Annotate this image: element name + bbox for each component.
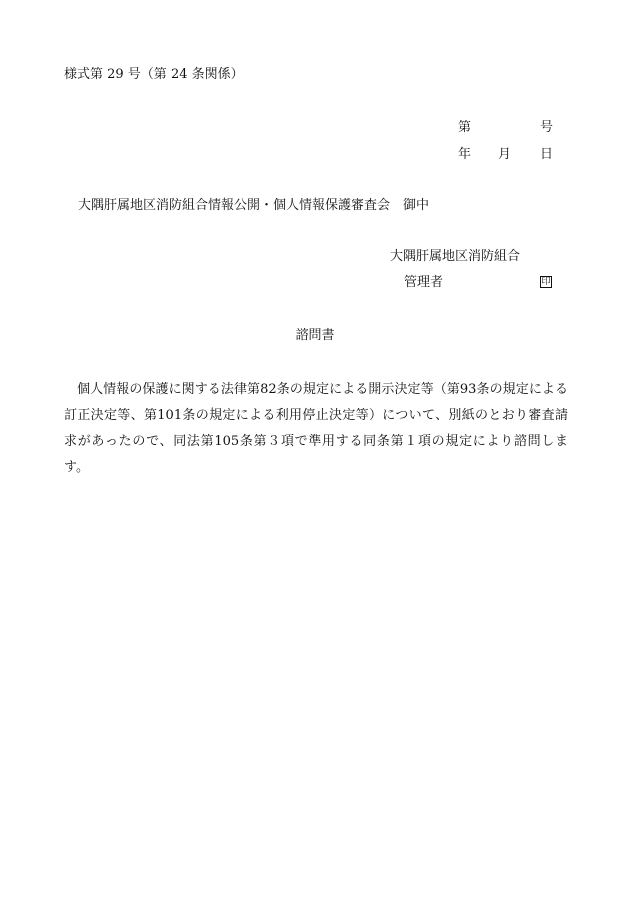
body-paragraph: 個人情報の保護に関する法律第82条の規定による開示決定等（第93条の規定による訂正決定等、第101条の規定による利用停止決定等）について、別紙のとおり審査請求があったので、同法第105条第３項で準用する同条第１項の規定により諮問します。 bbox=[64, 382, 568, 475]
document-title: 諮問書 bbox=[295, 328, 335, 343]
date-month-label: 月 bbox=[498, 147, 512, 162]
date-day-label: 日 bbox=[540, 147, 554, 162]
seal-stamp-icon: 印 bbox=[541, 277, 551, 287]
form-number-label: 様式第 29 号（第 24 条関係） bbox=[64, 67, 244, 82]
document-number-suffix: 号 bbox=[540, 120, 554, 135]
sender-organization: 大隅肝属地区消防組合 bbox=[390, 249, 521, 264]
date-year-label: 年 bbox=[458, 147, 472, 162]
sender-role: 管理者 bbox=[404, 275, 444, 290]
document-number-prefix: 第 bbox=[458, 120, 472, 135]
recipient-line: 大隅肝属地区消防組合情報公開・個人情報保護審査会 御中 bbox=[78, 198, 430, 213]
